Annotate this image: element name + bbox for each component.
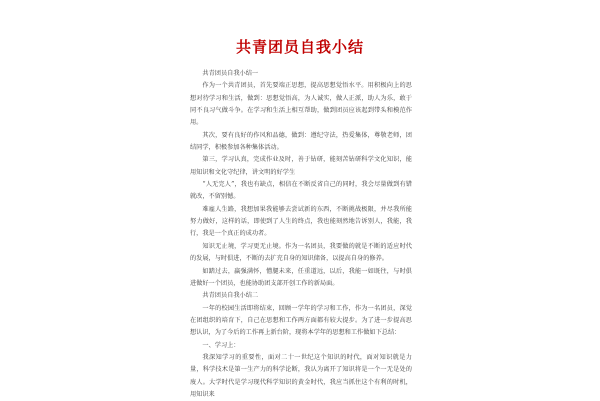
paragraph: 作为一个共青团员，首先要端正思想，提高思想觉悟水平。用积极向上的思想对待学习和生活，做到：思想觉悟高，为人诚实，做人正派，助人为乐，敢于同不良习气做斗争。在学习和生活上相互帮助，做到团员应该起到带头和模范作用。 [190,82,412,127]
paragraph: 难雇人生路，我想加果我能够去尝试新的东西，不断挑战极限，并尽我所能努力做好，这样的话，即使到了人生的终点，我也能刻然地告诉别人，我能，我行，我是一个真正的成功者。 [190,205,412,238]
paragraph: 其次，要有良好的作风和品德，做到：遵纪守法，热爱集体，尊敬老师，团结同学，积极参加各种集体活动。 [190,131,412,152]
document-body [190,68,412,401]
paragraph: “人无完人”，我也有缺点，相信在不断反省自己的同时，我会尽量做到有错就改，不留别憾。 [190,181,412,201]
paragraph: 我深知学习的重要性，面对二十一世纪这个知识的时代，面对知识就是力量，科学技术是第一生产力的科学论断，我认为离开了知识将是一个一无是处的废人。大学时代是学习现代科学知识的黄金时代，我应当抓住这个有利的时机，用知识来 [190,353,412,398]
paragraph: 如踏过去，赢强满怀，憎腿未来，任重道远，以后，我能一如既往，与时俱进做好一个团员，也能协助团支部开创工作的新局面。 [190,267,412,287]
paragraph: 知识无止境，学习更无止境。作为一名团员，我要做的就是不断的适应时代的发展，与时俱进，不断的去扩充自身的知识储备，以提高自身的修养。 [190,242,412,263]
subheading: 一、学习上： [202,341,240,349]
paragraph: 第三，学习认真，完成作业及时，善于钻研，能刻苦钻研科学文化知识，能用知识和文化守纪律，讲文明的好学生 [190,156,412,176]
section-heading-2: 共青团员自我小结二 [202,292,259,300]
section-heading-1: 共青团员自我小结一 [202,70,259,77]
document-title: 共青团员自我小结 [235,38,364,56]
paragraph: 一年的校园生活即将结束，回顾一学年的学习和工作，作为一名团员，深觉在团组织的培育下，自己在思想和工作两方面都有较大提步。为了进一步提高思想认识，为了今后的工作再上新台阶，现将本学年的思想和工作做如下总结： [190,304,412,337]
